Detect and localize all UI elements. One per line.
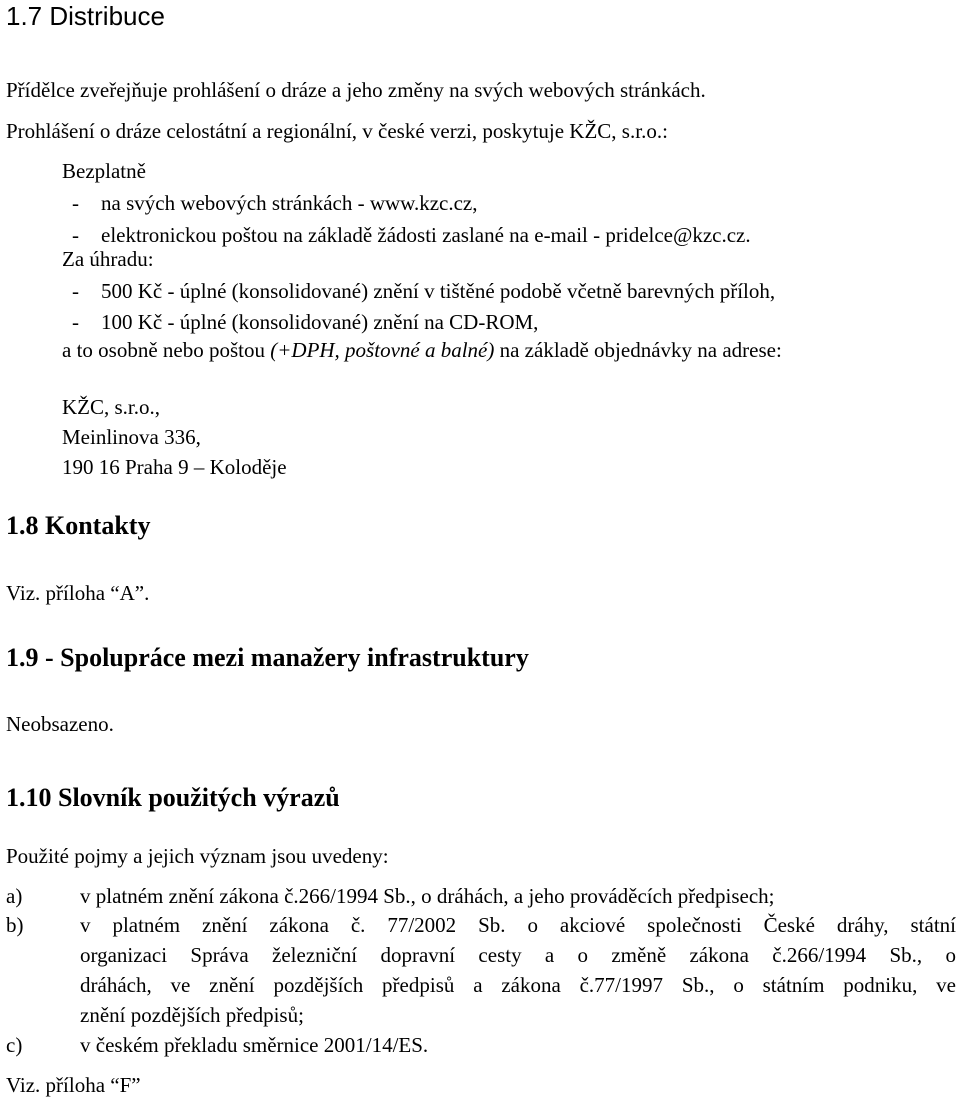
list-item: v českém překladu směrnice 2001/14/ES. bbox=[80, 1033, 429, 1057]
list-item-line: dráhách, ve znění pozdějších předpisů a zákona č.77/1997 Sb., o státním podniku, ve bbox=[80, 973, 956, 997]
address-line: KŽC, s.r.o., bbox=[62, 395, 161, 419]
list-item: 500 Kč - úplné (konsolidované) znění v tištěné podobě včetně barevných příloh, bbox=[101, 279, 776, 303]
order-line bbox=[62, 340, 782, 361]
section-heading-1-7: 1.7 Distribuce bbox=[6, 1, 165, 31]
address-line: 190 16 Praha 9 – Koloděje bbox=[62, 455, 287, 479]
order-text: na základě objednávky na adrese: bbox=[494, 338, 782, 362]
dash-bullet: - bbox=[72, 279, 79, 303]
paragraph: Viz. příloha “A”. bbox=[6, 581, 150, 605]
order-text: a to osobně nebo poštou bbox=[62, 338, 271, 362]
paid-label: Za úhradu: bbox=[62, 247, 154, 271]
section-heading-1-10: 1.10 Slovník použitých výrazů bbox=[6, 783, 340, 812]
list-item-line: organizaci Správa železniční dopravní cesty a o změně zákona č.266/1994 Sb., o bbox=[80, 943, 956, 967]
order-italic-text: (+DPH, poštovné a balné) bbox=[270, 338, 495, 362]
list-item: elektronickou poštou na základě žádosti zaslané na e-mail - pridelce@kzc.cz. bbox=[101, 223, 751, 247]
dash-bullet: - bbox=[72, 191, 79, 215]
list-item: 100 Kč - úplné (konsolidované) znění na CD-ROM, bbox=[101, 310, 539, 334]
list-label: b) bbox=[6, 913, 24, 937]
paragraph: Neobsazeno. bbox=[6, 712, 114, 736]
list-label: c) bbox=[6, 1033, 23, 1057]
list-label: a) bbox=[6, 884, 23, 908]
address-line: Meinlinova 336, bbox=[62, 425, 201, 449]
list-item: v platném znění zákona č.266/1994 Sb., o dráhách, a jeho prováděcích předpisech; bbox=[80, 884, 775, 908]
list-item-line: znění pozdějších předpisů; bbox=[80, 1003, 304, 1027]
section-heading-1-9: 1.9 - Spolupráce mezi manažery infrastruktury bbox=[6, 643, 529, 672]
list-item-line: v platném znění zákona č. 77/2002 Sb. o akciové společnosti České dráhy, státní bbox=[80, 913, 956, 937]
dash-bullet: - bbox=[72, 223, 79, 247]
paragraph: Viz. příloha “F” bbox=[6, 1073, 141, 1097]
free-label: Bezplatně bbox=[62, 159, 146, 183]
list-item: na svých webových stránkách - www.kzc.cz, bbox=[101, 191, 478, 215]
dash-bullet: - bbox=[72, 310, 79, 334]
paragraph: Přídělce zveřejňuje prohlášení o dráze a jeho změny na svých webových stránkách. bbox=[6, 78, 706, 102]
paragraph: Prohlášení o dráze celostátní a regionální, v české verzi, poskytuje KŽC, s.r.o.: bbox=[6, 119, 668, 143]
section-heading-1-8: 1.8 Kontakty bbox=[6, 511, 151, 540]
paragraph: Použité pojmy a jejich význam jsou uvedeny: bbox=[6, 844, 389, 868]
